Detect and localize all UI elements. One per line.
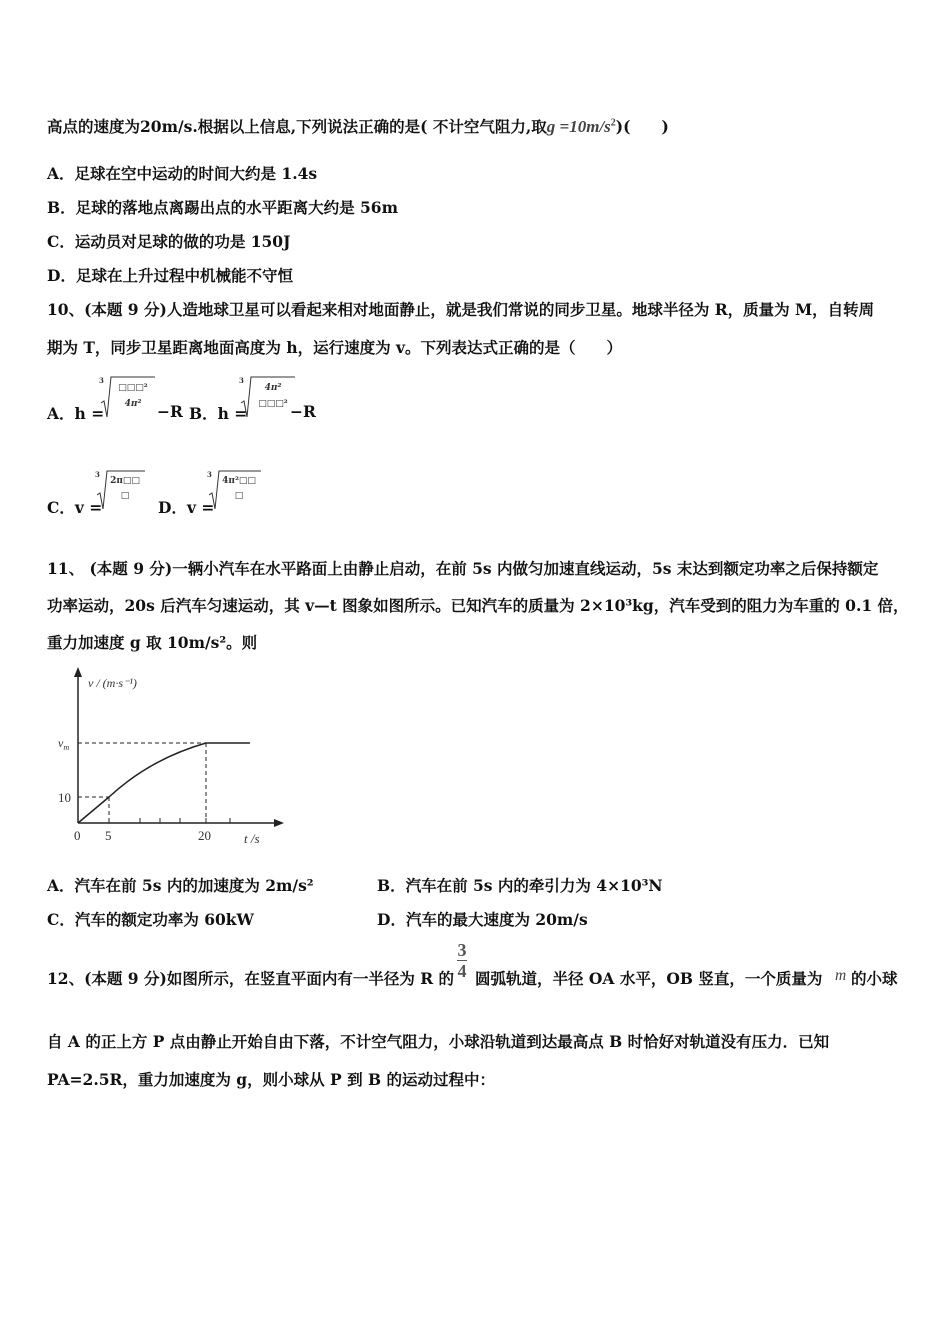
q11-option-a: A．汽车在前 5s 内的加速度为 2m/s² bbox=[47, 876, 314, 895]
q11-option-c: C．汽车的额定功率为 60kW bbox=[47, 910, 254, 929]
svg-text:4π²□□: 4π²□□ bbox=[222, 476, 256, 486]
svg-text:3: 3 bbox=[239, 376, 244, 385]
q10-option-d-root bbox=[207, 467, 261, 517]
q12-stem-line2: 自 A 的正上方 P 点由静止开始自由下落，不计空气阻力，小球沿轨道到达最高点 B 时恰好对轨道没有压力．已知 bbox=[47, 1032, 830, 1051]
q10-option-d-label: D．v = bbox=[158, 498, 215, 517]
x-axis-arrow bbox=[274, 819, 284, 827]
q10-option-a-tail: −R bbox=[157, 402, 183, 421]
svg-text:□□□²: □□□² bbox=[118, 383, 148, 393]
q10-option-b-root bbox=[239, 375, 295, 425]
g-formula: $g =10m/s^2$ bbox=[546, 117, 616, 136]
q10-option-a-root bbox=[99, 375, 155, 425]
q10-option-c-root bbox=[95, 467, 145, 517]
q9-stem: 高点的速度为20m/s.根据以上信息,下列说法正确的是( 不计空气阻力,取$g =10m/s^2$)( ) bbox=[47, 117, 669, 136]
cube-root-icon bbox=[207, 467, 261, 513]
three-quarters-fraction: 3 4 bbox=[457, 940, 467, 981]
q10-stem-line2: 期为 T，同步卫星距离地面高度为 h，运行速度为 v。下列表达式正确的是（ ） bbox=[47, 338, 623, 357]
y-axis-label: v / (m·s⁻¹) bbox=[88, 676, 137, 690]
y-mark-vm: $v_m$ bbox=[58, 736, 70, 752]
svg-text:4π²: 4π² bbox=[124, 399, 142, 409]
q9-option-b: B．足球的落地点离踢出点的水平距离大约是 56m bbox=[47, 198, 398, 217]
q11-option-b: B．汽车在前 5s 内的牵引力为 4×10³N bbox=[377, 876, 663, 895]
cube-root-icon bbox=[95, 467, 145, 513]
q10-option-c-label: C．v = bbox=[47, 498, 103, 517]
svg-text:3: 3 bbox=[95, 470, 100, 479]
q11-stem-line1: 11、 (本题 9 分)一辆小汽车在水平路面上由静止启动，在前 5s 内做匀加速直线运动，5s 末达到额定功率之后保持额定 bbox=[47, 559, 879, 578]
q10-option-b-label: B．h = bbox=[189, 404, 248, 423]
q9-option-c: C．运动员对足球的做的功是 150J bbox=[47, 232, 291, 251]
x-tick-20: 20 bbox=[198, 828, 211, 843]
q11-stem-line3: 重力加速度 g 取 10m/s²。则 bbox=[47, 633, 258, 652]
q9-option-d: D．足球在上升过程中机械能不守恒 bbox=[47, 266, 293, 285]
x-tick-0: 0 bbox=[74, 828, 81, 843]
svg-text:□: □ bbox=[234, 491, 244, 501]
svg-text:3: 3 bbox=[99, 376, 104, 385]
vt-graph bbox=[50, 663, 290, 853]
q10-option-b-tail: −R bbox=[290, 402, 316, 421]
q11-option-d: D．汽车的最大速度为 20m/s bbox=[377, 910, 588, 929]
svg-text:4π²: 4π² bbox=[264, 383, 282, 393]
x-tick-5: 5 bbox=[105, 828, 112, 843]
y-axis-arrow bbox=[74, 667, 82, 677]
q11-stem-line2: 功率运动，20s 后汽车匀速运动，其 v—t 图象如图所示。已知汽车的质量为 2×10³kg，汽车受到的阻力为车重的 0.1 倍， bbox=[47, 596, 909, 615]
svg-text:□: □ bbox=[120, 491, 130, 501]
q10-option-a-label: A．h = bbox=[47, 404, 105, 423]
q12-stem-line3: PA=2.5R，重力加速度为 g，则小球从 P 到 B 的运动过程中： bbox=[47, 1070, 495, 1089]
svg-text:2π□□: 2π□□ bbox=[110, 476, 140, 486]
x-axis-label: t /s bbox=[244, 831, 260, 846]
cube-root-icon bbox=[99, 375, 155, 421]
vt-curve bbox=[78, 743, 250, 823]
q9-option-a: A．足球在空中运动的时间大约是 1.4s bbox=[47, 164, 318, 183]
svg-text:3: 3 bbox=[207, 470, 212, 479]
cube-root-icon bbox=[239, 375, 295, 421]
q10-stem-line1: 10、(本题 9 分)人造地球卫星可以看起来相对地面静止，就是我们常说的同步卫星。地球半径为 R，质量为 M，自转周 bbox=[47, 300, 875, 319]
y-mark-10: 10 bbox=[58, 790, 71, 805]
svg-text:□□□²: □□□² bbox=[258, 399, 288, 409]
